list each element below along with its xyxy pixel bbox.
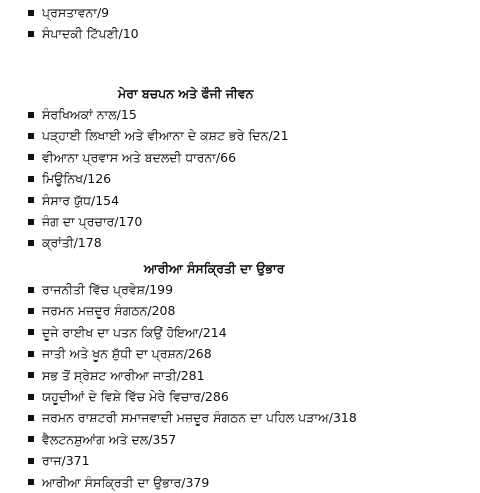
toc-entry [28, 429, 468, 450]
toc-entry [28, 365, 468, 386]
square-bullet-icon [28, 479, 34, 485]
square-bullet-icon [28, 154, 34, 160]
toc-entry-separator: / [83, 171, 88, 187]
toc-entry [28, 147, 468, 168]
toc-entry-title: ਪੜ੍ਹਾਈ ਲਿਖਾਈ ਅਤੇ ਵੀਆਨਾ ਦੇ ਕਸ਼ਟ ਭਰੇ ਦਿਨ [42, 128, 269, 144]
square-bullet-icon [28, 372, 34, 378]
toc-entry [28, 232, 468, 253]
square-bullet-icon [28, 394, 34, 400]
toc-entry-separator: / [61, 453, 66, 469]
toc-entry-page-number: 9 [101, 5, 110, 20]
square-bullet-icon [28, 436, 34, 442]
toc-entry-page-number: 357 [152, 431, 177, 447]
section-heading: ਆਰੀਆ ਸੰਸਕ੍ਰਿਤੀ ਦਾ ਉਭਾਰ [144, 261, 285, 276]
square-bullet-icon [28, 112, 34, 118]
toc-entry-separator: / [116, 107, 121, 122]
square-bullet-icon [28, 287, 34, 293]
toc-entry-title: ਵੀਆਨਾ ਪ੍ਰਵਾਸ ਅਤੇ ਬਦਲਦੀ ਧਾਰਨਾ [42, 149, 216, 165]
section-heading: ਮੇਰਾ ਬਚਪਨ ਅਤੇ ਫੌਜੀ ਜੀਵਨ [118, 86, 254, 101]
toc-entry-title: ਮਿਊਨਿਖ [42, 171, 84, 187]
toc-entry-separator: / [145, 282, 150, 297]
toc-entry-title: ਕ੍ਰਾਂਤੀ [42, 235, 74, 251]
toc-entry [28, 472, 468, 493]
toc-entry-page-number: 10 [122, 26, 139, 42]
toc-entry [28, 2, 468, 23]
toc-entry-page-number: 15 [120, 107, 137, 122]
toc-entry [28, 279, 468, 300]
toc-entry-page-number: 268 [187, 346, 212, 362]
toc-entry-separator: / [268, 128, 273, 144]
toc-entry-page-number: 281 [180, 367, 205, 383]
toc-entry-separator: / [96, 5, 102, 20]
square-bullet-icon [28, 415, 34, 421]
toc-entry-separator: / [181, 474, 186, 490]
toc-entry-title: ਸਭ ਤੋਂ ਸ੍ਰੇਸ਼ਟ ਆਰੀਆ ਜਾਤੀ [42, 367, 177, 383]
toc-entry [28, 343, 468, 364]
toc-entry-separator: / [148, 431, 153, 447]
square-bullet-icon [28, 133, 34, 139]
square-bullet-icon [28, 197, 34, 203]
toc-entry-title: ਸੰਰਖਿਅਕਾਂ ਨਾਲ [42, 107, 117, 122]
square-bullet-icon [28, 240, 34, 246]
toc-entry-separator: / [147, 303, 152, 319]
toc-entry-page-number: 379 [185, 474, 210, 490]
toc-entry-title: ਰਾਜਨੀਤੀ ਵਿੱਚ ਪ੍ਰਵੇਸ਼ [42, 282, 146, 297]
toc-entry-separator: / [118, 26, 123, 42]
square-bullet-icon [28, 308, 34, 314]
toc-entry [28, 211, 468, 232]
toc-entry-page-number: 154 [95, 192, 120, 208]
square-bullet-icon [28, 219, 34, 225]
toc-entry-title: ਜਾਤੀ ਅਤੇ ਖੂਨ ਸ਼ੁੱਧੀ ਦਾ ਪ੍ਰਸ਼ਨ [42, 346, 184, 362]
toc-entry [28, 407, 468, 428]
toc-entry-separator: / [215, 149, 221, 165]
toc-entry [28, 104, 468, 125]
toc-entry-title: ਯਹੂਦੀਆਂ ਦੇ ਵਿਸ਼ੇ ਵਿੱਚ ਮੇਰੇ ਵਿਚਾਰ [42, 388, 201, 404]
toc-entry [28, 450, 468, 471]
toc-section-1-list [28, 104, 468, 254]
toc-entry-separator: / [200, 388, 205, 404]
toc-entry-separator: / [328, 410, 333, 426]
toc-entry-page-number: 318 [332, 410, 357, 426]
square-bullet-icon [28, 10, 34, 16]
toc-entry-page-number: 21 [272, 128, 289, 144]
square-bullet-icon [28, 31, 34, 37]
toc-entry-separator: / [73, 235, 78, 251]
toc-entry-page-number: 170 [118, 213, 143, 229]
toc-intro-list [28, 2, 468, 45]
toc-entry-title: ਜੰਗ ਦਾ ਪ੍ਰਚਾਰ [42, 213, 115, 229]
toc-entry-title: ਜਰਮਨ ਰਾਸ਼ਟਰੀ ਸਮਾਜਵਾਦੀ ਮਜ਼ਦੂਰ ਸੰਗਠਨ ਦਾ ਪਹਿਲ ਪੜਾਅ [42, 410, 329, 426]
toc-entry-title: ਆਰੀਆ ਸੰਸਕ੍ਰਿਤੀ ਦਾ ਉਭਾਰ [42, 474, 182, 490]
toc-entry-title: ਸੰਸਾਰ ਯੁੱਧ [42, 192, 91, 208]
toc-entry-separator: / [176, 367, 181, 383]
toc-entry-page-number: 66 [220, 149, 237, 165]
toc-entry [28, 190, 468, 211]
toc-entry-separator: / [114, 213, 119, 229]
toc-entry-title: ਸੰਪਾਦਕੀ ਟਿੱਪਣੀ [42, 26, 119, 42]
toc-entry [28, 322, 468, 343]
toc-entry-page-number: 286 [204, 388, 229, 404]
toc-entry-page-number: 214 [202, 324, 227, 340]
square-bullet-icon [28, 351, 34, 357]
toc-entry-page-number: 199 [149, 282, 174, 297]
toc-section-2-list [28, 279, 468, 493]
toc-entry-title: ਰਾਜ [42, 453, 62, 469]
square-bullet-icon [28, 329, 34, 335]
toc-entry-title: ਵੈਲਟਨਸ਼ੁਆਂਗ ਅਤੇ ਦਲ [42, 431, 149, 447]
toc-entry [28, 300, 468, 321]
toc-entry [28, 125, 468, 146]
toc-entry [28, 386, 468, 407]
square-bullet-icon [28, 176, 34, 182]
toc-entry-title: ਜਰਮਨ ਮਜ਼ਦੂਰ ਸੰਗਠਨ [42, 303, 148, 319]
toc-entry-page-number: 126 [87, 171, 112, 187]
toc-entry-page-number: 178 [77, 235, 102, 251]
toc-entry [28, 23, 468, 44]
toc-entry-title: ਦੂਜੇ ਰਾਈਖ ਦਾ ਪਤਨ ਕਿਉਂ ਹੋਇਆ [42, 324, 199, 340]
toc-entry-page-number: 208 [151, 303, 176, 319]
toc-entry [28, 168, 468, 189]
toc-entry-title: ਪ੍ਰਸਤਾਵਨਾ [42, 5, 97, 20]
toc-entry-separator: / [91, 192, 96, 208]
toc-entry-separator: / [183, 346, 188, 362]
square-bullet-icon [28, 458, 34, 464]
toc-entry-separator: / [198, 324, 203, 340]
toc-entry-page-number: 371 [65, 453, 90, 469]
